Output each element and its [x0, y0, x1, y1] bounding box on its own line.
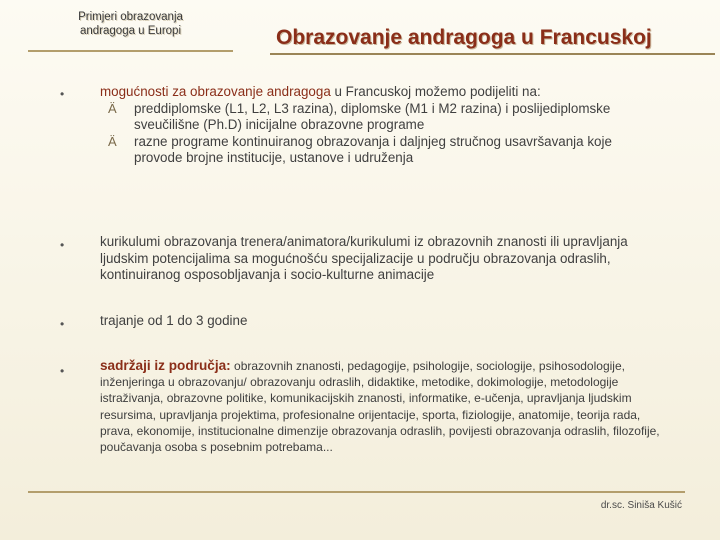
sub-list-item	[100, 101, 660, 134]
sub-list-item	[100, 134, 660, 167]
item-text: obrazovnih znanosti, pedagogije, psihologije, sociologije, psihosodologije, inženjeringa u obrazovanju/ obrazovanju odraslih, didaktike, metodike, dokimologije, metodologije istraživanja, obrazovne politike, komunikacijskih znanosti, informatike, e-učenja, upravljanja ljudskim resursima, upravljanja projektima, profesionalne orijentacije, sporta, fiziologije, anatomije, teorija rada, prava, ekonomije, institucionalne dimenzije obrazovanja odraslih, povijesti obrazovanja odraslih, filozofije, poučavanja osoba s posebnim potrebama...	[100, 359, 660, 455]
sub-list	[100, 101, 660, 167]
sub-item-text: preddiplomske (L1, L2, L3 razina), diplomske (M1 i M2 razina) i poslijediplomske sveučilišne (Ph.D) inicijalne obrazovne programe	[134, 100, 611, 133]
section-title	[28, 10, 233, 38]
author-credit: dr.sc. Siniša Kušić	[600, 500, 682, 511]
arrow-bullet-icon: Ä	[108, 133, 117, 149]
header-divider-left	[28, 50, 233, 52]
header-divider-right	[270, 53, 715, 55]
bullet-marker: •	[60, 238, 65, 252]
section-title-line-1: Primjeri obrazovanja	[78, 11, 183, 23]
section-title-line-2: andragoga u Europi	[79, 25, 182, 37]
bullet-marker: •	[60, 364, 65, 378]
list-item	[100, 234, 650, 284]
list-item	[100, 84, 660, 167]
item-accent-text: mogućnosti za obrazovanje andragoga	[100, 84, 331, 99]
footer-divider	[28, 491, 685, 493]
item-text: kurikulumi obrazovanja trenera/animatora/kurikulumi iz obrazovnih znanosti ili upravljanja ljudskim potencijalima sa mogućnošću specijalizacije u području obrazovanja odraslih, kontinuiranog osposobljavanja i socio-kulturne animacije	[100, 234, 628, 283]
slide-title: Obrazovanje andragoga u Francuskoj	[276, 26, 652, 49]
item-text: trajanje od 1 do 3 godine	[100, 313, 248, 328]
bullet-marker: •	[60, 317, 65, 331]
list-item	[100, 313, 650, 330]
sub-item-text: razne programe kontinuiranog obrazovanja i daljnjeg stručnog usavršavanja koje provode brojne institucije, ustanove i udruženja	[134, 133, 612, 166]
item-text: u Francuskoj možemo podijeliti na:	[330, 84, 541, 99]
bullet-marker: •	[60, 87, 65, 101]
list-item	[100, 358, 665, 455]
arrow-bullet-icon: Ä	[108, 100, 117, 116]
item-lead-text: sadržaji iz područja:	[100, 358, 231, 373]
